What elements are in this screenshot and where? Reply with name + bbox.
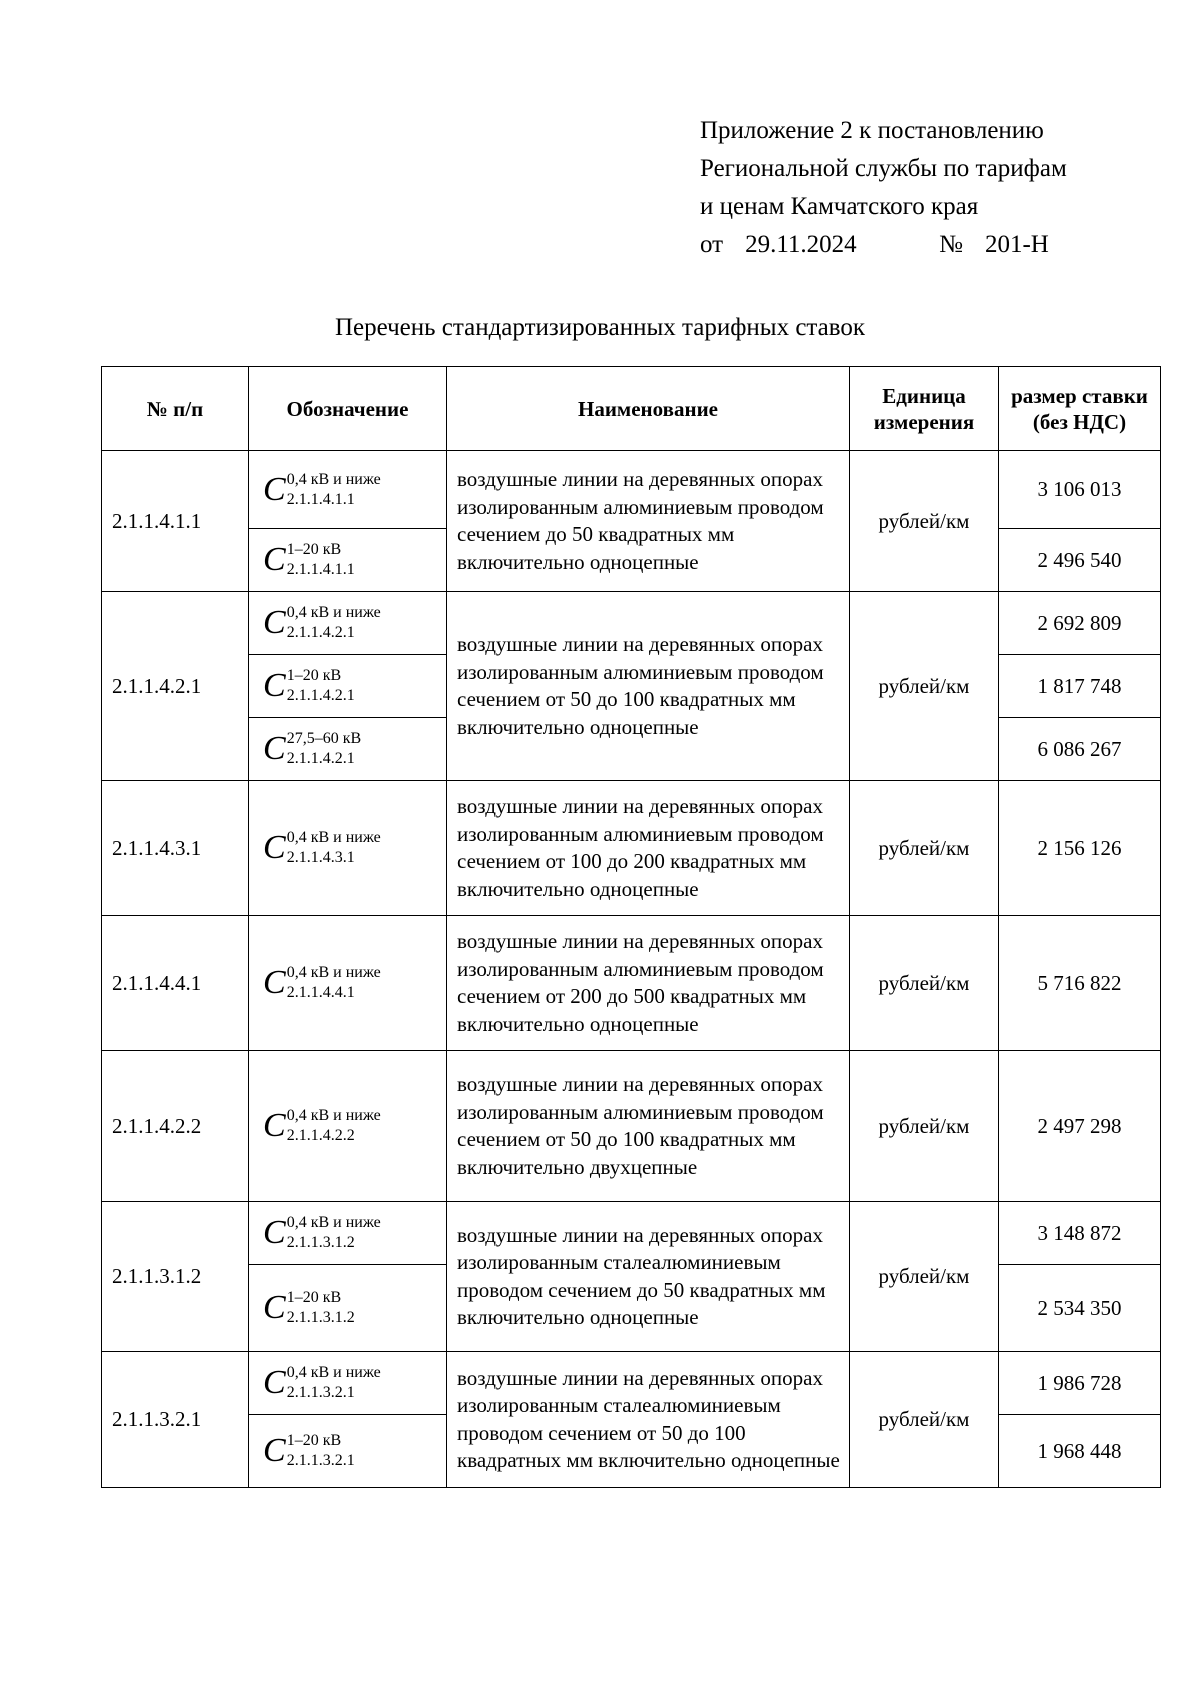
row-number: 2.1.1.3.2.1: [102, 1352, 249, 1488]
symbol-index: 2.1.1.4.2.2: [286, 1127, 355, 1144]
rate-value: 6 086 267: [999, 718, 1161, 781]
table-row: [102, 916, 1161, 1051]
table-row: [102, 451, 1161, 529]
col-header-oboz: Обозначение: [249, 367, 447, 451]
symbol-voltage: 0,4 кВ и ниже: [286, 1364, 381, 1381]
symbol-index: 2.1.1.3.2.1: [286, 1384, 355, 1401]
symbol-formula: [263, 470, 381, 510]
table-header-row: [102, 367, 1161, 451]
row-description: воздушные линии на деревянных опорах изолированным алюминиевым проводом сечением до 50 квадратных мм включительно одноцепные: [447, 451, 850, 592]
row-unit: рублей/км: [850, 781, 999, 916]
symbol-letter: C: [263, 1364, 286, 1401]
rate-value: 5 716 822: [999, 916, 1161, 1051]
symbol-letter: C: [263, 604, 286, 641]
col-header-num: № п/п: [102, 367, 249, 451]
rate-symbol: [249, 529, 447, 592]
decree-number: 201-Н: [984, 231, 1049, 258]
symbol-voltage: 1–20 кВ: [286, 541, 342, 558]
rate-symbol: [249, 592, 447, 655]
symbol-index: 2.1.1.3.2.1: [286, 1452, 355, 1469]
row-description: воздушные линии на деревянных опорах изолированным алюминиевым проводом сечением от 50 до 100 квадратных мм включительно одноцепные: [447, 592, 850, 781]
row-description: воздушные линии на деревянных опорах изолированным алюминиевым проводом сечением от 100 до 200 квадратных мм включительно одноцепные: [447, 781, 850, 916]
col-header-rate: размер ставки (без НДС): [999, 367, 1161, 451]
rate-value: 3 148 872: [999, 1202, 1161, 1265]
rate-symbol: [249, 1352, 447, 1415]
symbol-formula: [263, 828, 381, 868]
symbol-letter: C: [263, 1107, 286, 1144]
col-header-unit: Единица измерения: [850, 367, 999, 451]
row-number: 2.1.1.4.2.2: [102, 1051, 249, 1202]
row-unit: рублей/км: [850, 1202, 999, 1352]
table-row: [102, 1051, 1161, 1202]
rate-value: 1 968 448: [999, 1415, 1161, 1488]
symbol-formula: [263, 666, 355, 706]
symbol-formula: [263, 1288, 355, 1328]
row-unit: рублей/км: [850, 1352, 999, 1488]
symbol-index: 2.1.1.4.4.1: [286, 984, 355, 1001]
row-number: 2.1.1.4.1.1: [102, 451, 249, 592]
symbol-voltage: 0,4 кВ и ниже: [286, 470, 381, 488]
symbol-index: 2.1.1.4.1.1: [286, 490, 355, 508]
header-line-3: и ценам Камчатского края: [700, 193, 979, 220]
table-body: [102, 451, 1161, 1488]
symbol-letter: C: [263, 667, 286, 704]
row-description: воздушные линии на деревянных опорах изолированным сталеалюминиевым проводом сечением от 50 до 100 квадратных мм включительно одноцепные: [447, 1352, 850, 1488]
symbol-formula: [263, 603, 381, 643]
rate-symbol: [249, 781, 447, 916]
document-header: [700, 112, 1067, 264]
row-number: 2.1.1.4.3.1: [102, 781, 249, 916]
rate-symbol: [249, 1202, 447, 1265]
symbol-formula: [263, 1431, 355, 1471]
rate-value: 2 534 350: [999, 1265, 1161, 1352]
symbol-letter: C: [263, 829, 286, 866]
table-row: [102, 592, 1161, 655]
rate-value: 2 496 540: [999, 529, 1161, 592]
row-description: воздушные линии на деревянных опорах изолированным алюминиевым проводом сечением от 200 до 500 квадратных мм включительно одноцепные: [447, 916, 850, 1051]
table-row: [102, 1202, 1161, 1265]
symbol-letter: C: [263, 730, 286, 767]
symbol-voltage: 1–20 кВ: [286, 1432, 342, 1449]
symbol-letter: C: [263, 1289, 286, 1326]
symbol-formula: [263, 729, 361, 769]
tariff-table: [101, 366, 1161, 1488]
rate-symbol: [249, 655, 447, 718]
row-number: 2.1.1.4.2.1: [102, 592, 249, 781]
symbol-voltage: 1–20 кВ: [286, 1289, 342, 1306]
col-header-name: Наименование: [447, 367, 850, 451]
row-number: 2.1.1.3.1.2: [102, 1202, 249, 1352]
symbol-index: 2.1.1.3.1.2: [286, 1234, 355, 1251]
header-date-line: [700, 226, 1067, 264]
page-title: Перечень стандартизированных тарифных ставок: [334, 314, 866, 341]
rate-symbol: [249, 916, 447, 1051]
row-description: воздушные линии на деревянных опорах изолированным сталеалюминиевым проводом сечением до 50 квадратных мм включительно одноцепные: [447, 1202, 850, 1352]
symbol-letter: C: [263, 964, 286, 1001]
symbol-letter: C: [263, 1214, 286, 1251]
rate-symbol: [249, 1265, 447, 1352]
row-unit: рублей/км: [850, 592, 999, 781]
symbol-voltage: 0,4 кВ и ниже: [286, 604, 381, 621]
symbol-voltage: 0,4 кВ и ниже: [286, 1214, 381, 1231]
symbol-formula: [263, 540, 355, 580]
symbol-index: 2.1.1.4.3.1: [286, 849, 355, 866]
decree-date: 29.11.2024: [745, 231, 857, 258]
symbol-formula: [263, 963, 381, 1003]
symbol-index: 2.1.1.4.2.1: [286, 687, 355, 704]
number-label: №: [939, 231, 963, 258]
symbol-formula: [263, 1106, 381, 1146]
table-row: [102, 1352, 1161, 1415]
rate-value: 2 497 298: [999, 1051, 1161, 1202]
row-unit: рублей/км: [850, 451, 999, 592]
rate-value: 1 817 748: [999, 655, 1161, 718]
symbol-formula: [263, 1213, 381, 1253]
symbol-index: 2.1.1.3.1.2: [286, 1309, 355, 1326]
row-number: 2.1.1.4.4.1: [102, 916, 249, 1051]
header-line-2: Региональной службы по тарифам: [700, 155, 1067, 182]
header-line-1: Приложение 2 к постановлению: [700, 117, 1044, 144]
symbol-letter: C: [263, 470, 286, 508]
symbol-letter: C: [263, 541, 286, 578]
rate-value: 2 692 809: [999, 592, 1161, 655]
symbol-voltage: 1–20 кВ: [286, 667, 342, 684]
table-row: [102, 781, 1161, 916]
symbol-index: 2.1.1.4.1.1: [286, 561, 355, 578]
rate-symbol: [249, 718, 447, 781]
rate-value: 2 156 126: [999, 781, 1161, 916]
row-unit: рублей/км: [850, 1051, 999, 1202]
symbol-voltage: 0,4 кВ и ниже: [286, 829, 381, 846]
symbol-voltage: 27,5–60 кВ: [286, 730, 362, 747]
rate-value: 3 106 013: [999, 451, 1161, 529]
symbol-letter: C: [263, 1432, 286, 1469]
from-label: от: [700, 231, 724, 258]
rate-symbol: [249, 1051, 447, 1202]
symbol-index: 2.1.1.4.2.1: [286, 750, 355, 767]
rate-value: 1 986 728: [999, 1352, 1161, 1415]
symbol-formula: [263, 1363, 381, 1403]
symbol-index: 2.1.1.4.2.1: [286, 624, 355, 641]
symbol-voltage: 0,4 кВ и ниже: [286, 1107, 381, 1124]
rate-symbol: [249, 1415, 447, 1488]
symbol-voltage: 0,4 кВ и ниже: [286, 964, 381, 981]
row-description: воздушные линии на деревянных опорах изолированным алюминиевым проводом сечением от 50 до 100 квадратных мм включительно двухцепные: [447, 1051, 850, 1202]
rate-symbol: [249, 451, 447, 529]
row-unit: рублей/км: [850, 916, 999, 1051]
